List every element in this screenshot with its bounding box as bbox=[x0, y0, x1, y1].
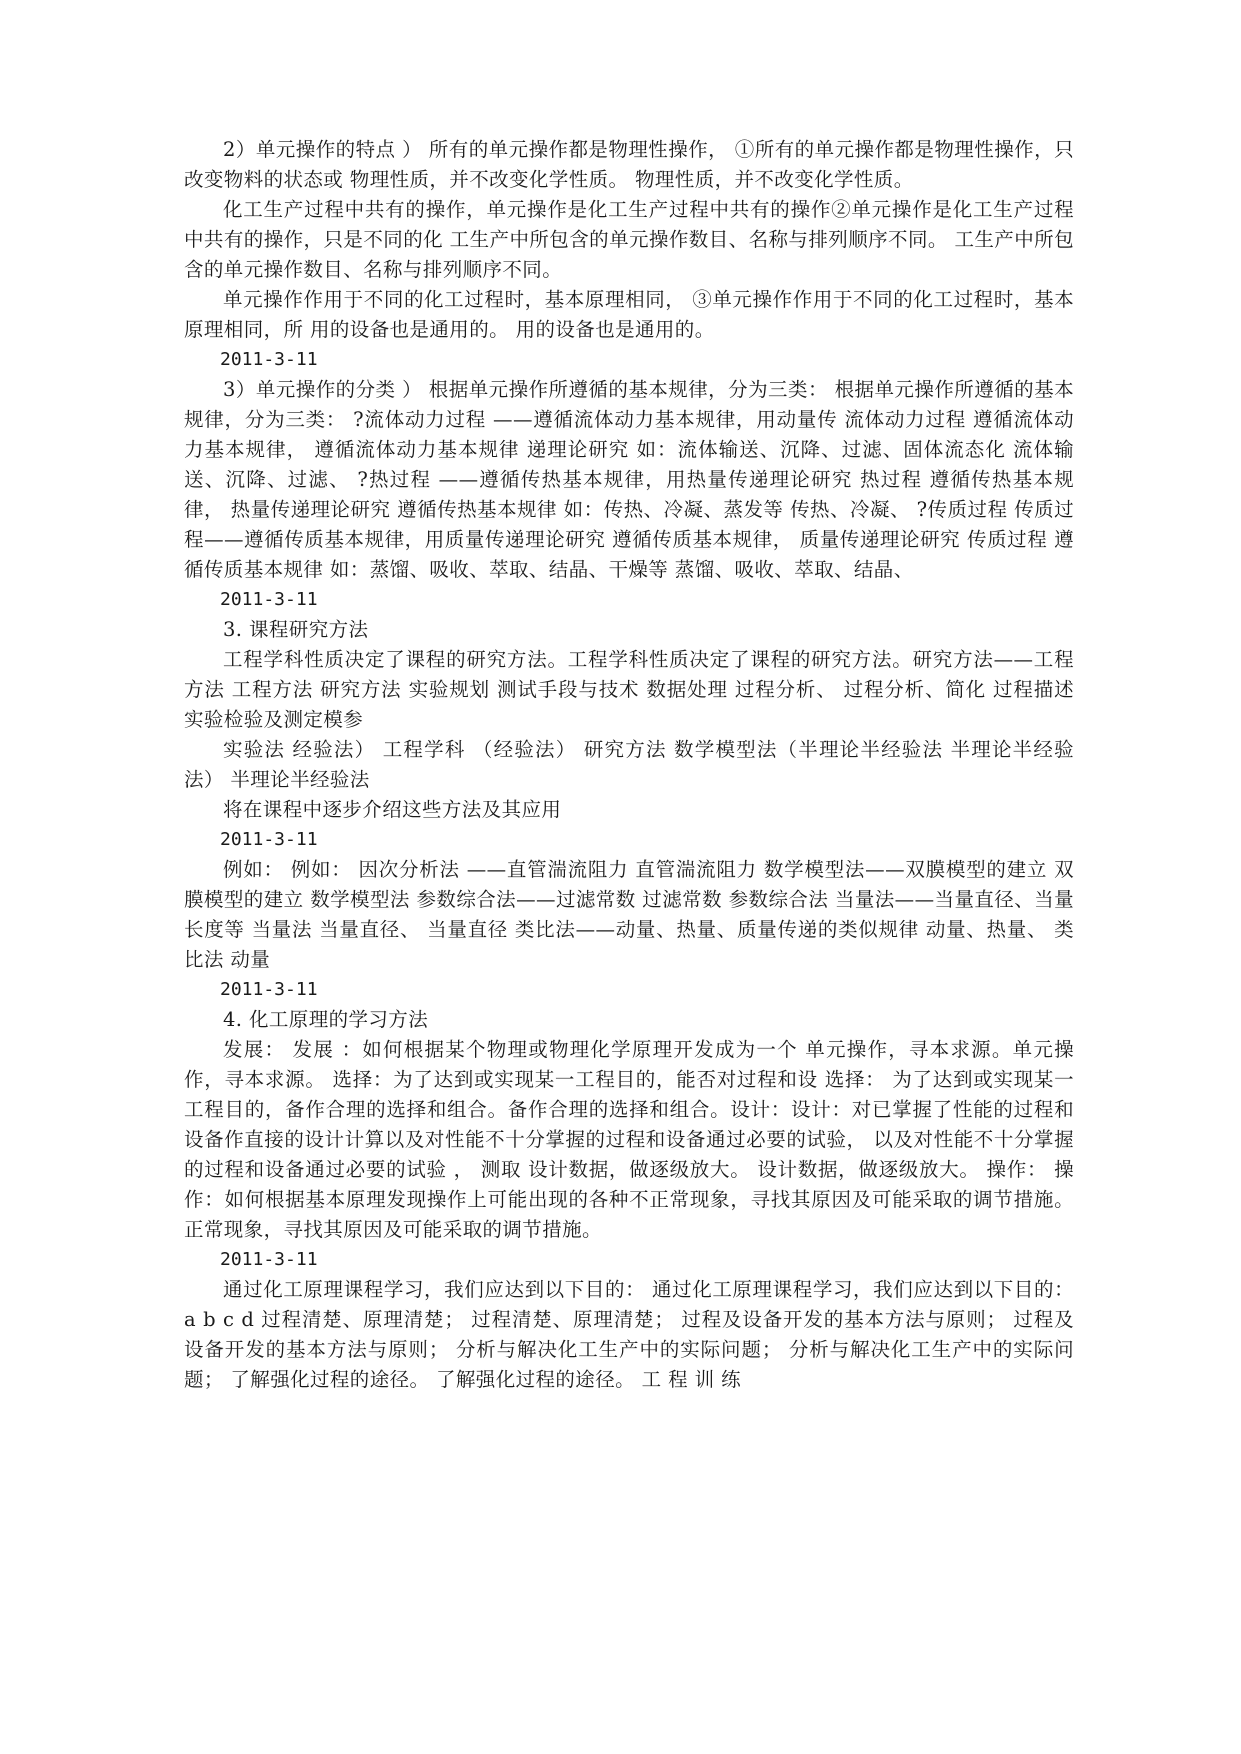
paragraph-experimental-methods: 实验法 经验法） 工程学科 （经验法） 研究方法 数学模型法（半理论半经验法 半理论半经验法） 半理论半经验法 bbox=[184, 738, 1074, 791]
date-label: 2011-3-11 bbox=[220, 979, 318, 1000]
paragraph-unit-operation-classification: 3）单元操作的分类 ） 根据单元操作所遵循的基本规律，分为三类： 根据单元操作所遵循的基本规律，分为三类： ?流体动力过程 ——遵循流体动力基本规律，用动量传 流体动力过程 遵循流体动力基本规律， 遵循流体动力基本规律 递理论研究 如：流体输送、沉降、过滤、固体流态化 流体输送、沉降、过滤、 ?热过程 ——遵循传热基本规律，用热量传递理论研究 热过程 遵循传热基本规律， 热量传递理论研究 遵循传热基本规律 如：传热、冷凝、蒸发等 传热、冷凝、 ?传质过程 传质过程——遵循传质基本规律，用质量传递理论研究 遵循传质基本规律， 质量传递理论研究 传质过程 遵循传质基本规律 如：蒸馏、吸收、萃取、结晶、干燥等 蒸馏、吸收、萃取、结晶、 bbox=[184, 378, 1074, 581]
paragraph-unit-operation-features: 2）单元操作的特点 ） 所有的单元操作都是物理性操作， ①所有的单元操作都是物理性操作，只改变物料的状态或 物理性质，并不改变化学性质。 物理性质，并不改变化学性质。 bbox=[184, 138, 1074, 191]
paragraph-method-examples: 例如： 例如： 因次分析法 ——直管湍流阻力 直管湍流阻力 数学模型法——双膜模型的建立 双膜模型的建立 数学模型法 参数综合法——过滤常数 过滤常数 参数综合法 当量法——当量直径、当量长度等 当量法 当量直径、 当量直径 类比法——动量、热量、质量传递的类似规律 动量、热量、 类比法 动量 bbox=[184, 858, 1074, 971]
paragraph-engineering-methods: 工程学科性质决定了课程的研究方法。工程学科性质决定了课程的研究方法。研究方法——工程方法 工程方法 研究方法 实验规划 测试手段与技术 数据处理 过程分析、 过程分析、简化 过程描述 实验检验及测定模参 bbox=[184, 648, 1074, 731]
paragraph-methods-intro: 将在课程中逐步介绍这些方法及其应用 bbox=[223, 798, 562, 821]
document-page bbox=[184, 135, 1074, 1395]
date-label: 2011-3-11 bbox=[220, 589, 318, 610]
date-label: 2011-3-11 bbox=[220, 829, 318, 850]
date-label: 2011-3-11 bbox=[220, 1249, 318, 1270]
date-label: 2011-3-11 bbox=[220, 349, 318, 370]
paragraph-same-principle: 单元操作作用于不同的化工过程时，基本原理相同， ③单元操作作用于不同的化工过程时，基本原理相同，所 用的设备也是通用的。 用的设备也是通用的。 bbox=[184, 288, 1074, 341]
paragraph-common-operations: 化工生产过程中共有的操作，单元操作是化工生产过程中共有的操作②单元操作是化工生产过程中共有的操作，只是不同的化 工生产中所包含的单元操作数目、名称与排列顺序不同。 工生产中所包含的单元操作数目、名称与排列顺序不同。 bbox=[184, 198, 1074, 281]
paragraph-course-goals: 通过化工原理课程学习，我们应达到以下目的： 通过化工原理课程学习，我们应达到以下目的： a b c d 过程清楚、原理清楚； 过程清楚、原理清楚； 过程及设备开发的基本方法与原则； 过程及设备开发的基本方法与原则； 分析与解决化工生产中的实际问题； 分析与解决化工生产中的实际问题； 了解强化过程的途径。 了解强化过程的途径。 工 程 训 练 bbox=[184, 1278, 1074, 1391]
section-heading-learning-methods: 4. 化工原理的学习方法 bbox=[223, 1008, 429, 1031]
paragraph-development-selection-design: 发展： 发展 ：如何根据某个物理或物理化学原理开发成为一个 单元操作，寻本求源。单元操作，寻本求源。 选择：为了达到或实现某一工程目的，能否对过程和设 选择： 为了达到或实现某一工程目的，备作合理的选择和组合。备作合理的选择和组合。设计：设计：对已掌握了性能的过程和设备作直接的设计计算以及对性能不十分掌握的过程和设备通过必要的试验， 以及对性能不十分掌握的过程和设备通过必要的试验 ， 测取 设计数据，做逐级放大。 设计数据，做逐级放大。 操作： 操作：如何根据基本原理发现操作上可能出现的各种不正常现象，寻找其原因及可能采取的调节措施。正常现象，寻找其原因及可能采取的调节措施。 bbox=[184, 1038, 1074, 1241]
section-heading-research-methods: 3. 课程研究方法 bbox=[223, 618, 369, 641]
